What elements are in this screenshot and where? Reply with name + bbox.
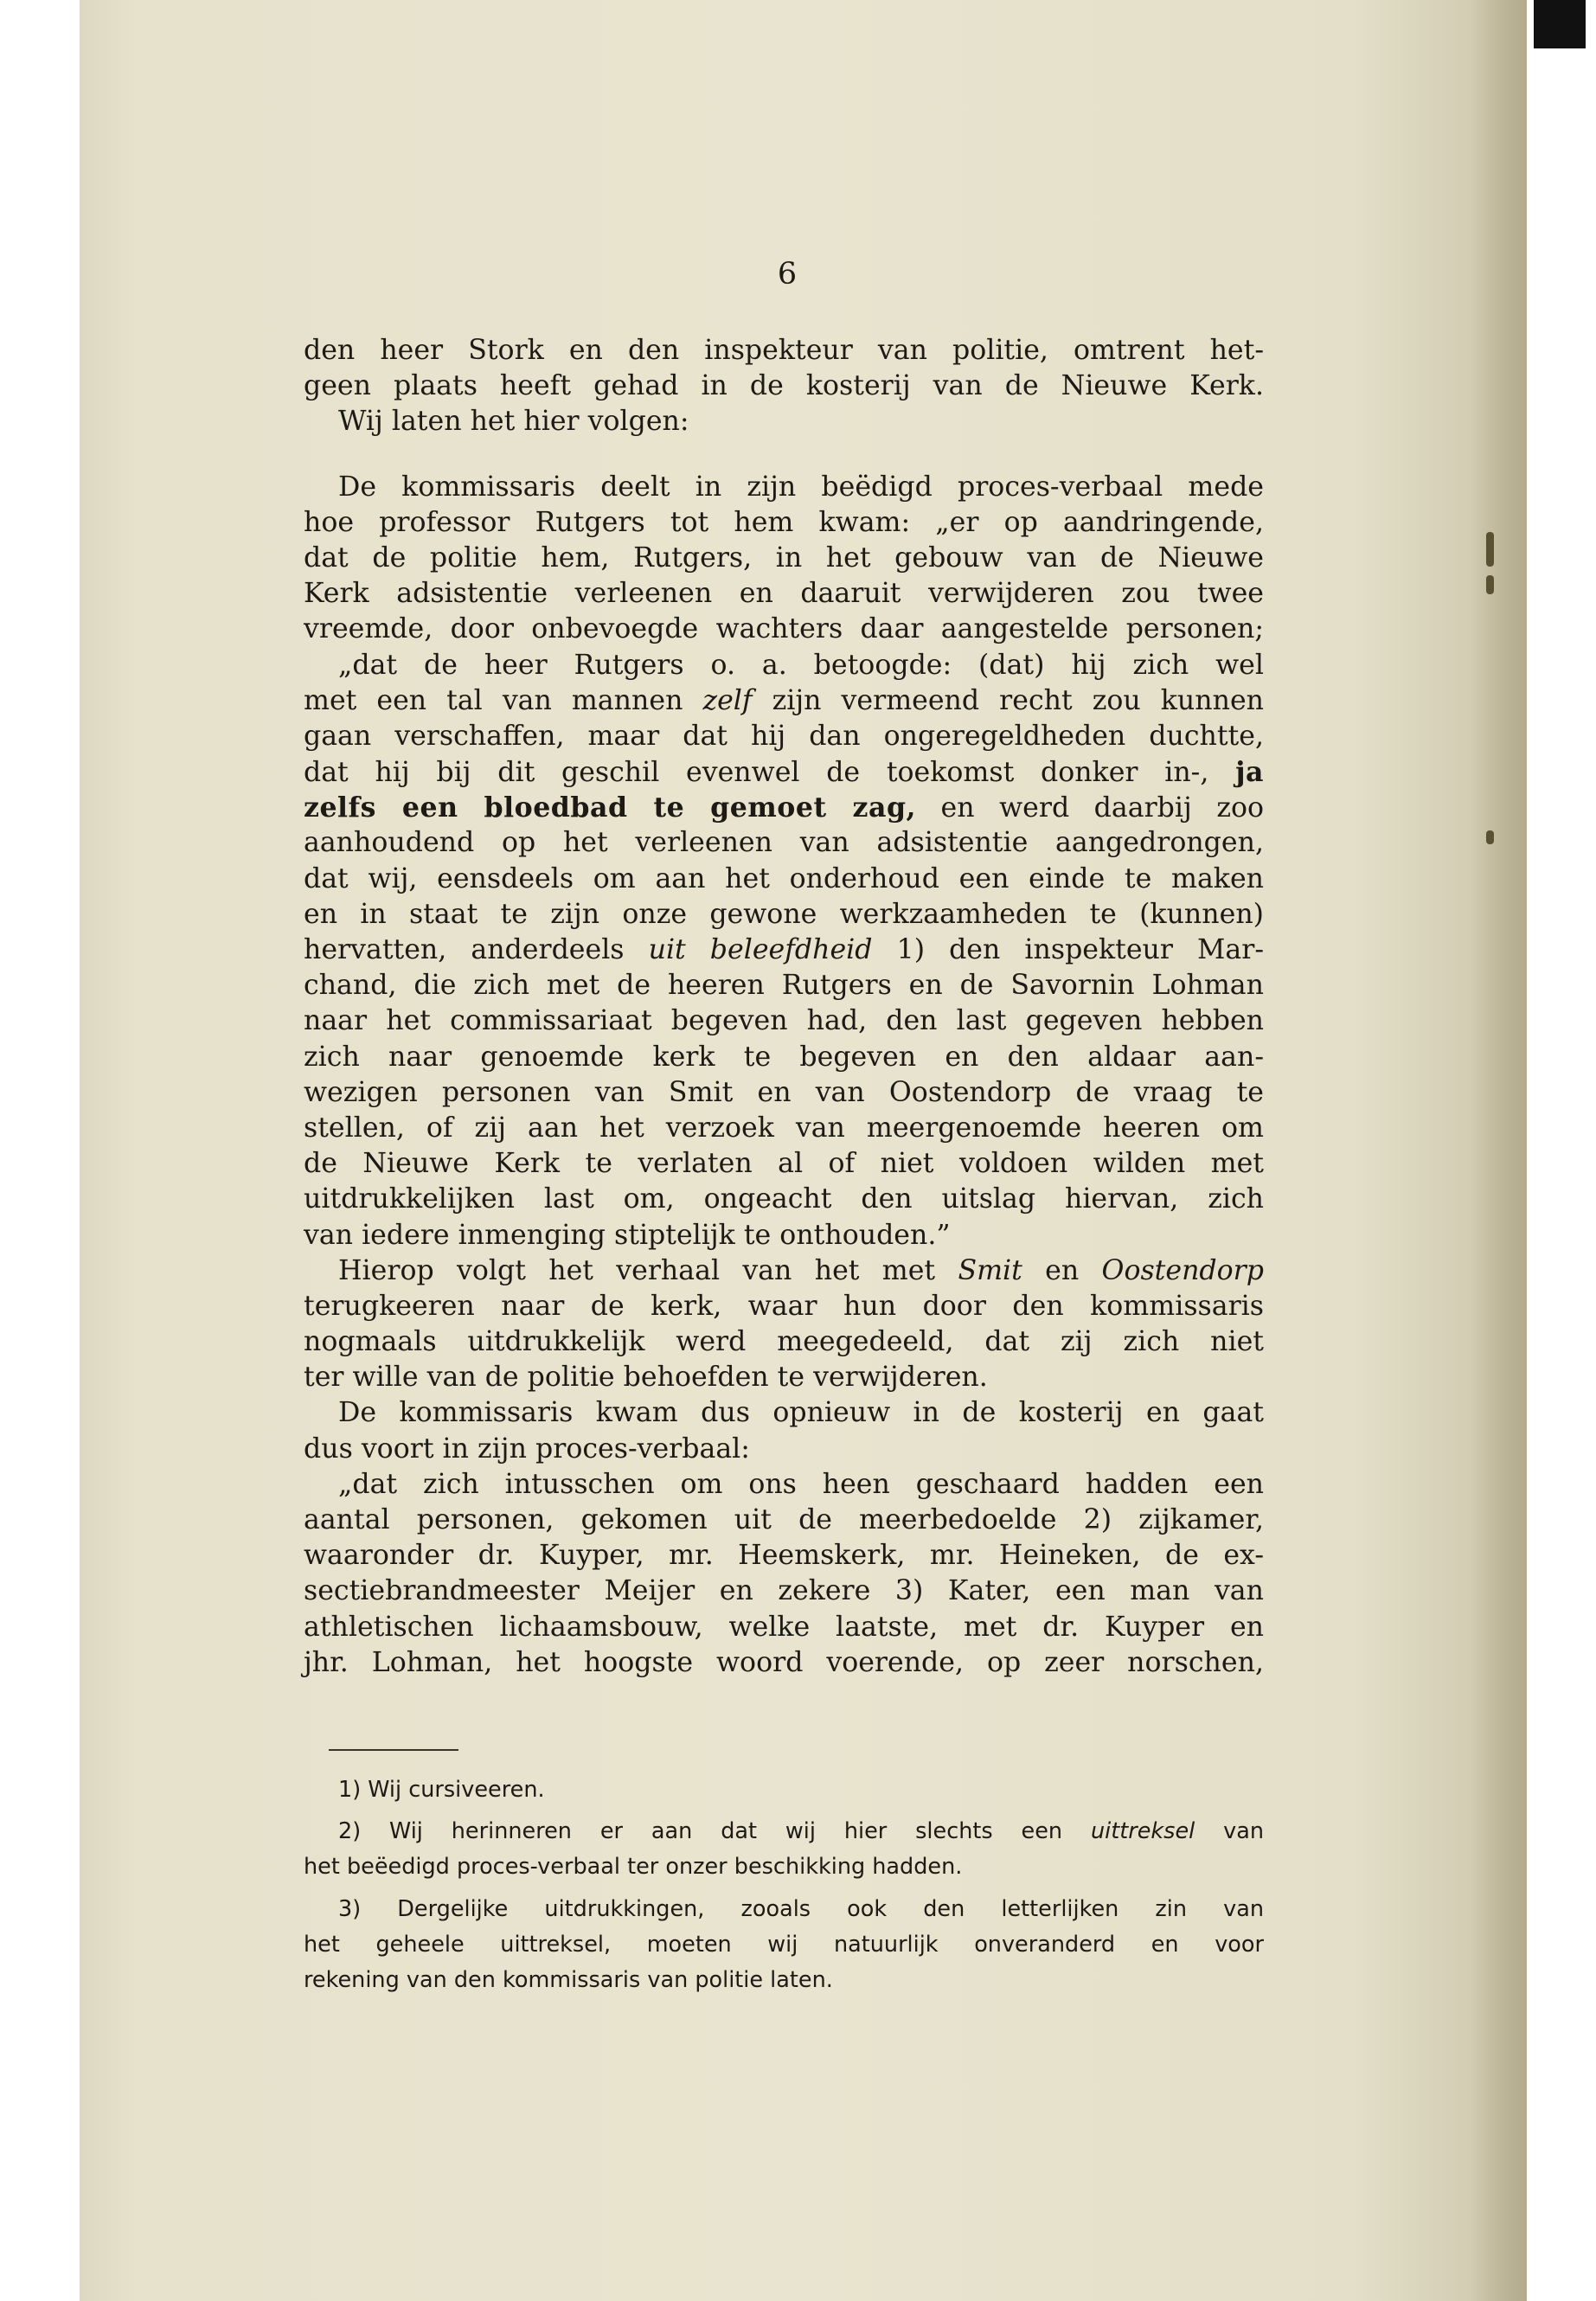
body-line: [304, 648, 1264, 683]
text-run: hervatten, anderdeels: [304, 934, 649, 965]
body-line: [304, 825, 1264, 861]
footnote-line: [304, 1773, 1264, 1809]
body-line: [304, 1432, 1264, 1467]
text-run: zich naar genoemde kerk te begeven en den aldaar aan-: [304, 1041, 1264, 1073]
body-line: [304, 1538, 1264, 1574]
body-line: [304, 1075, 1264, 1111]
corner-tab: [1534, 0, 1586, 48]
body-line: [304, 1182, 1264, 1217]
footnote-rule: [329, 1749, 458, 1751]
text-run: 3) Dergelijke uitdrukkingen, zooals ook den letterlijken zin van: [338, 1895, 1264, 1922]
text-run: nogmaals uitdrukkelijk werd meegedeeld, dat zij zich niet: [304, 1326, 1264, 1358]
text-run: Wij laten het hier volgen:: [338, 406, 689, 438]
text-run: hoe professor Rutgers tot hem kwam: „er op aandringende,: [304, 506, 1264, 538]
text-run: dus voort in zijn proces-verbaal:: [304, 1433, 750, 1465]
bold-text: zelfs een bloedbad te gemoet zag,: [304, 792, 917, 824]
footnote-line: [304, 1928, 1264, 1964]
body-line: [304, 1040, 1264, 1075]
text-run: met een tal van mannen: [304, 684, 703, 716]
text-run: 1) den inspekteur Mar-: [872, 934, 1265, 965]
text-run: „dat zich intusschen om ons heen geschaard hadden een: [338, 1468, 1264, 1500]
text-run: sectiebrandmeester Meijer en zekere 3) Kater, een man van: [304, 1575, 1264, 1607]
body-line: [304, 897, 1264, 933]
italic-text: uittreksel: [1090, 1818, 1195, 1845]
text-run: zijn vermeend recht zou kunnen: [752, 684, 1264, 716]
text-run: naar het commissariaat begeven had, den last gegeven hebben: [304, 1005, 1264, 1037]
text-run: vreemde, door onbevoegde wachters daar aangestelde personen;: [304, 613, 1264, 645]
text-run: rekening van den kommissaris van politie laten.: [304, 1966, 833, 1993]
body-line: [304, 369, 1264, 404]
body-line: [304, 683, 1264, 719]
left-scan-margin: [0, 0, 80, 2301]
body-line: [304, 1360, 1264, 1395]
footnote-line: [304, 1893, 1264, 1928]
body-line: [304, 1503, 1264, 1538]
edge-mark: [1486, 830, 1494, 844]
footnote-line: [304, 1815, 1264, 1850]
body-line: [304, 968, 1264, 1003]
text-run: dat wij, eensdeels om aan het onderhoud een einde te maken: [304, 862, 1264, 894]
text-run: het beëedigd proces-verbaal ter onzer beschikking hadden.: [304, 1854, 963, 1881]
body-line: [304, 1253, 1264, 1289]
body-line: [304, 404, 1264, 439]
body-line: [304, 1645, 1264, 1681]
body-line: [304, 1146, 1264, 1182]
text-run: dat hij bij dit geschil evenwel de toekomst donker in-,: [304, 757, 1236, 789]
text-run: stellen, of zij aan het verzoek van meergenoemde heeren om: [304, 1112, 1264, 1144]
italic-text: Oostendorp: [1101, 1254, 1264, 1286]
text-run: aanhoudend op het verleenen van adsistentie aangedrongen,: [304, 827, 1264, 859]
text-run: 1) Wij cursiveeren.: [338, 1777, 545, 1803]
text-run: van: [1195, 1818, 1264, 1845]
text-run: uitdrukkelijken last om, ongeacht den uitslag hiervan, zich: [304, 1183, 1264, 1215]
text-run: Hierop volgt het verhaal van het met: [338, 1254, 958, 1286]
text-run: jhr. Lohman, het hoogste woord voerende, op zeer norschen,: [304, 1646, 1264, 1678]
body-line: [304, 719, 1264, 754]
text-run: terugkeeren naar de kerk, waar hun door den kommissaris: [304, 1290, 1264, 1322]
footnote-line: [304, 1850, 1264, 1886]
text-run: het geheele uittreksel, moeten wij natuurlijk onveranderd en voor: [304, 1931, 1264, 1958]
text-run: de Nieuwe Kerk te verlaten al of niet voldoen wilden met: [304, 1148, 1264, 1180]
body-line: [304, 933, 1264, 968]
body-line: [304, 1574, 1264, 1609]
body-line: [304, 505, 1264, 541]
body-line: [304, 1218, 1264, 1253]
body-line: [304, 576, 1264, 612]
italic-text: uit beleefdheid: [648, 934, 873, 965]
body-line: [304, 470, 1264, 505]
text-run: Kerk adsistentie verleenen en daaruit verwijderen zou twee: [304, 578, 1264, 610]
body-line: [304, 1610, 1264, 1645]
body-line: [304, 1003, 1264, 1039]
text-run: van iedere inmenging stiptelijk te onthouden.”: [304, 1219, 951, 1251]
page-edge-shadow: [1471, 0, 1527, 2301]
body-line: [304, 612, 1264, 647]
text-run: aantal personen, gekomen uit de meerbedoelde 2) zijkamer,: [304, 1504, 1264, 1535]
footnote-line: [304, 1964, 1264, 1999]
footnote-1: [304, 1773, 1264, 1809]
text-run: en: [1022, 1254, 1102, 1286]
text-run: geen plaats heeft gehad in de kosterij van de Nieuwe Kerk.: [304, 370, 1264, 402]
footnote-3: [304, 1893, 1264, 2000]
footnote-2: [304, 1815, 1264, 1886]
text-run: „dat de heer Rutgers o. a. betoogde: (dat) hij zich wel: [338, 649, 1264, 681]
text-run: ter wille van de politie behoefden te verwijderen.: [304, 1362, 988, 1394]
text-run: De kommissaris kwam dus opnieuw in de kosterij en gaat: [338, 1397, 1264, 1429]
body-line: [304, 1111, 1264, 1146]
italic-text: zelf: [702, 684, 753, 716]
body-line: [304, 541, 1264, 576]
text-run: 2) Wij herinneren er aan dat wij hier slechts een: [338, 1818, 1091, 1845]
text-run: wezigen personen van Smit en van Oostendorp de vraag te: [304, 1076, 1264, 1108]
body-line: [304, 1395, 1264, 1431]
edge-mark: [1486, 532, 1494, 567]
text-run: chand, die zich met de heeren Rutgers en de Savornin Lohman: [304, 970, 1264, 1002]
text-run: en in staat te zijn onze gewone werkzaamheden te (kunnen): [304, 898, 1264, 930]
text-run: waaronder dr. Kuyper, mr. Heemskerk, mr. Heineken, de ex-: [304, 1540, 1264, 1572]
body-line: [304, 1467, 1264, 1503]
footnotes: [304, 1773, 1264, 2005]
text-run: en werd daarbij zoo: [916, 792, 1264, 824]
body-line: [304, 790, 1264, 825]
body-line: [304, 1324, 1264, 1360]
text-run: De kommissaris deelt in zijn beëdigd proces-verbaal mede: [338, 471, 1264, 503]
text-run: athletischen lichaamsbouw, welke laatste, met dr. Kuyper en: [304, 1611, 1264, 1643]
text-run: gaan verschaffen, maar dat hij dan ongeregeldheden duchtte,: [304, 720, 1264, 752]
bold-text: ja: [1235, 756, 1264, 789]
edge-mark: [1486, 575, 1494, 594]
body-line: [304, 333, 1264, 369]
text-run: den heer Stork en den inspekteur van politie, omtrent het-: [304, 335, 1264, 366]
italic-text: Smit: [958, 1254, 1022, 1286]
right-scan-margin: [1527, 0, 1596, 2301]
body-line: [304, 862, 1264, 897]
text-run: dat de politie hem, Rutgers, in het gebouw van de Nieuwe: [304, 542, 1264, 574]
body-line: [304, 1289, 1264, 1324]
body-text: [304, 333, 1264, 1681]
page-number: 6: [777, 257, 798, 292]
body-line: [304, 754, 1264, 790]
